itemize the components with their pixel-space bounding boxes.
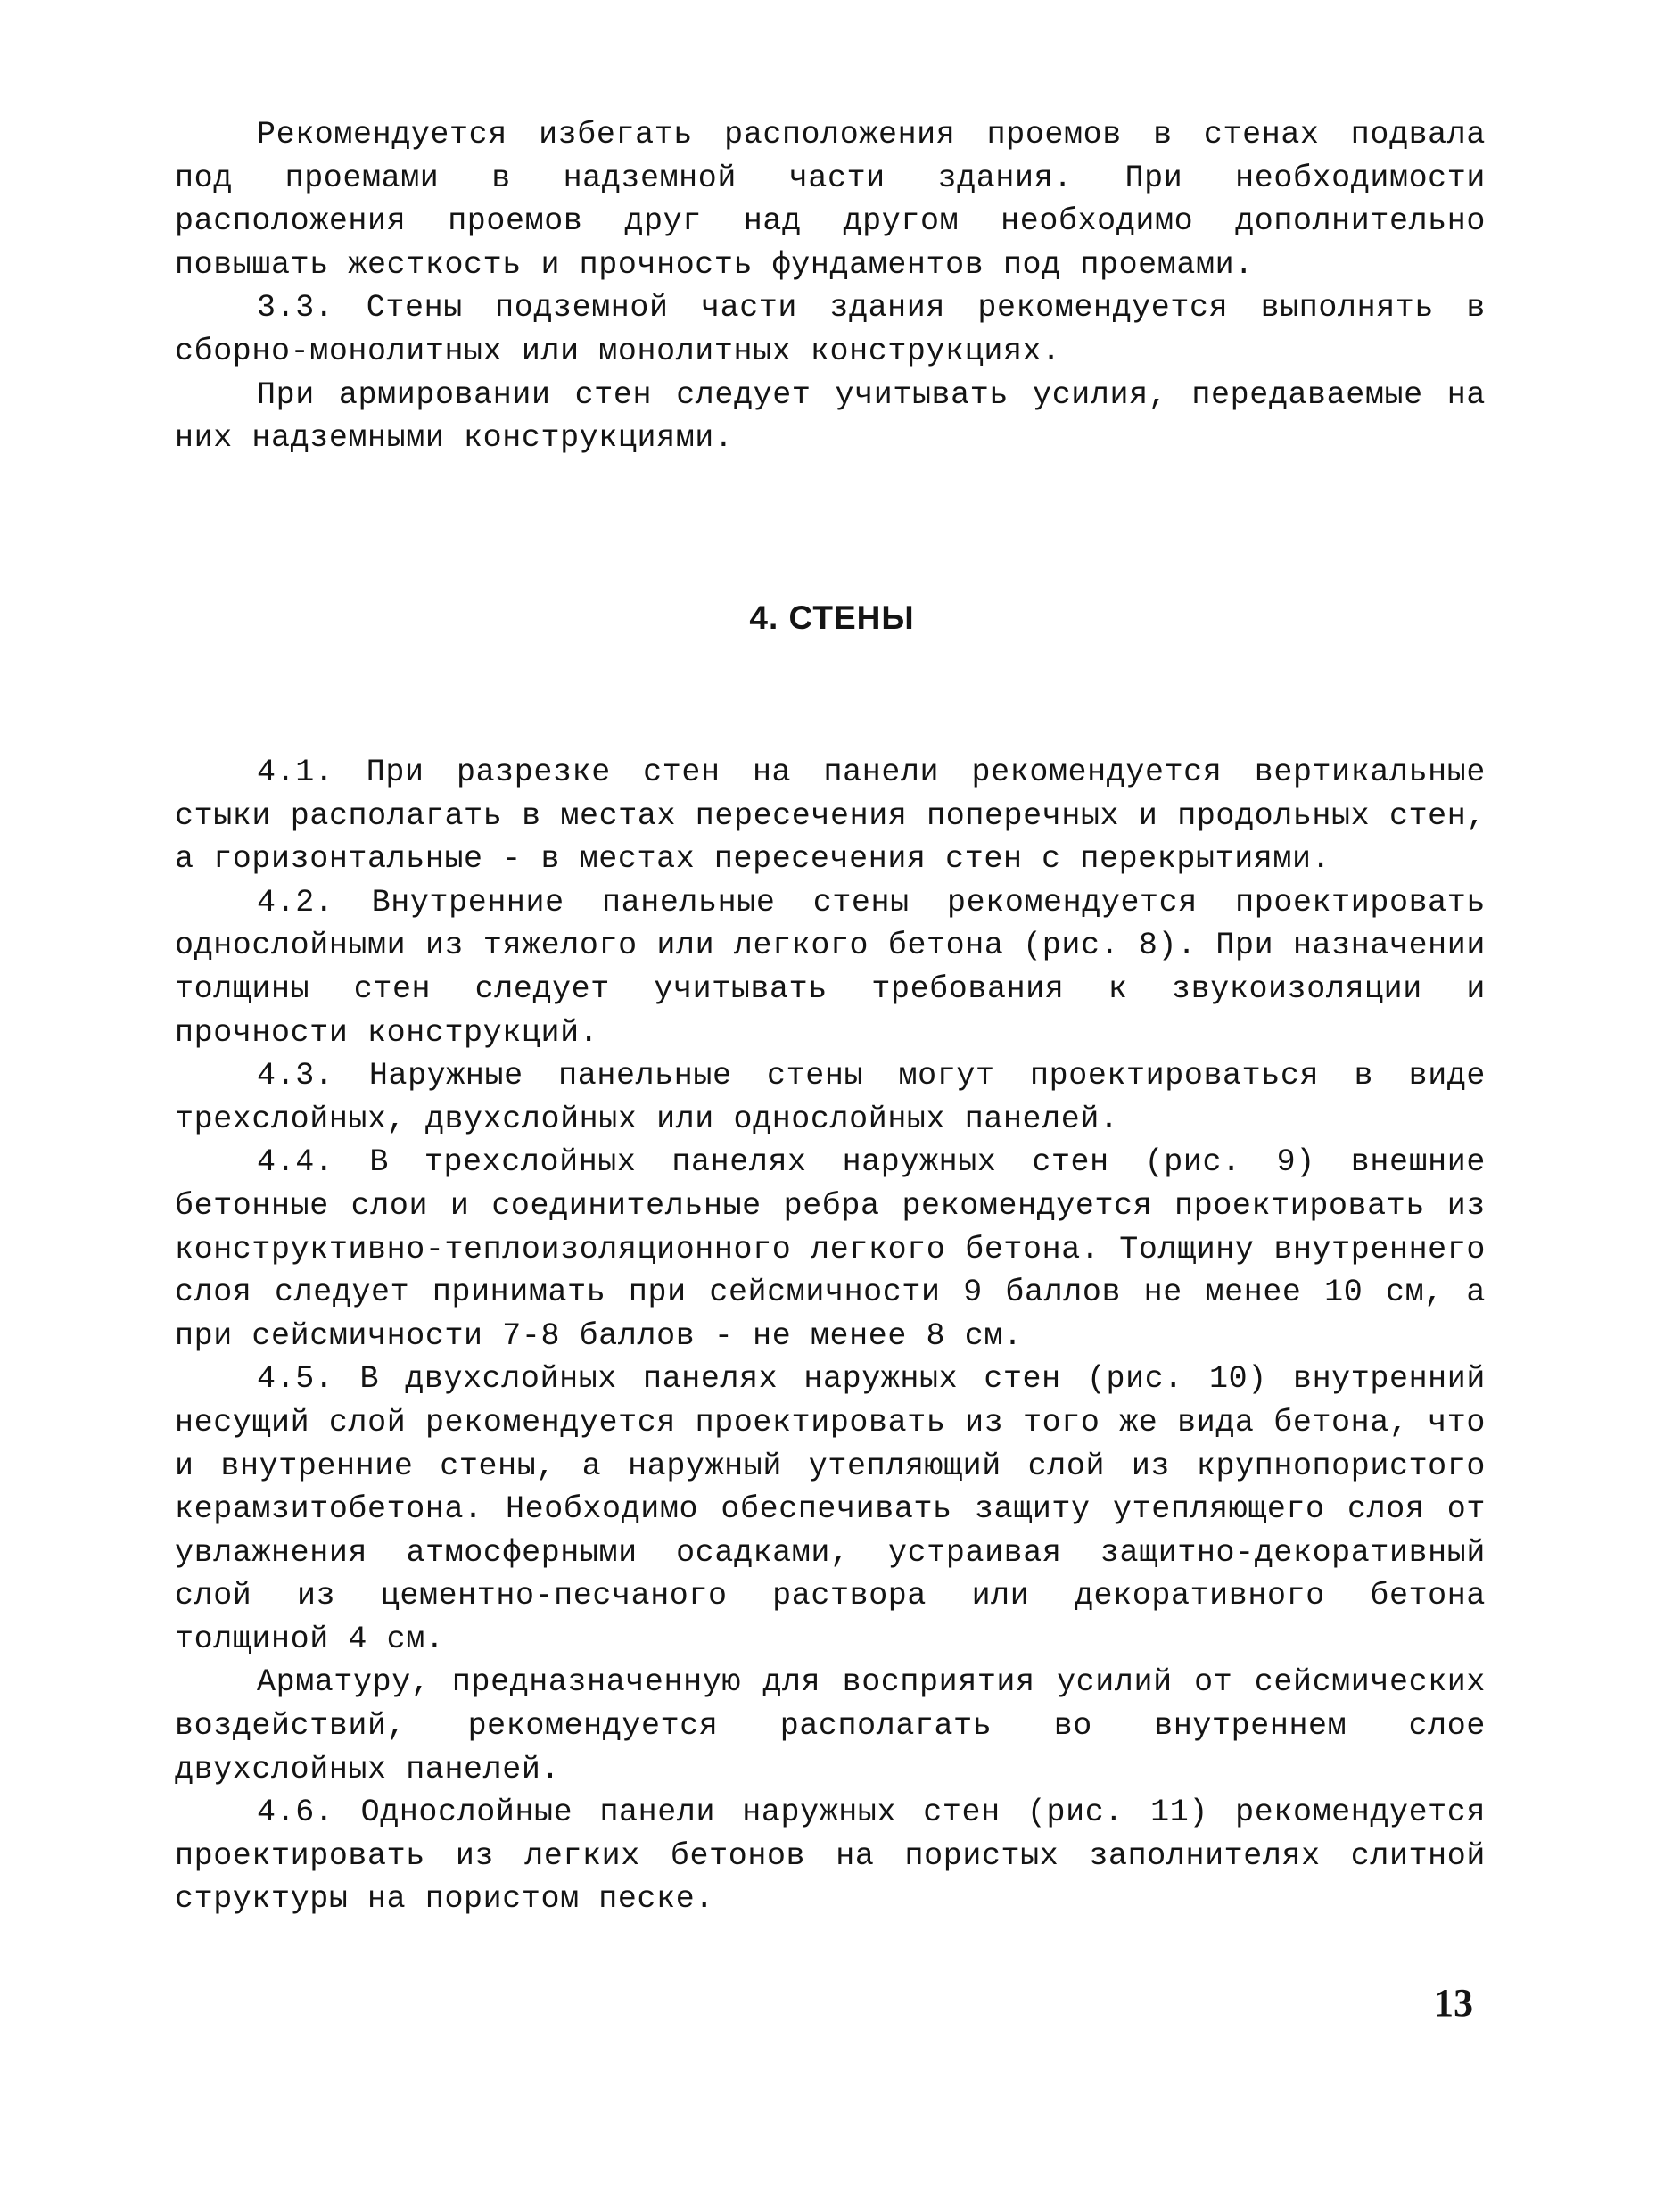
- paragraph-4-1: 4.1. При разрезке стен на панели рекомендуется вертикальные стыки располагать в местах пересечения поперечных и продольных стен, а горизонтальные - в местах пересечения стен с перекрытиями.: [175, 755, 1486, 878]
- paragraph-4-3: 4.3. Наружные панельные стены могут проектироваться в виде трехслойных, двухслойных или однослойных панелей.: [175, 1058, 1486, 1137]
- paragraph-wall-reinforcement: При армировании стен следует учитывать усилия, передаваемые на них надземными конструкциями.: [175, 376, 1486, 457]
- paragraph-reinforcement: Арматуру, предназначенную для восприятия усилий от сейсмических воздействий, рекомендуется располагать во внутреннем слое двухслойных панелей.: [175, 1664, 1486, 1787]
- paragraph-4-4: 4.4. В трехслойных панелях наружных стен (рис. 9) внешние бетонные слои и соединительные ребра рекомендуется проектировать из конструктивно-теплоизоляционного легкого бетона. Толщину внутреннего слоя следует принимать при сейсмичности 9 баллов не менее 10 см, а при сейсмичности 7-8 баллов - не менее 8 см.: [175, 1144, 1486, 1354]
- paragraph-4-5: 4.5. В двухслойных панелях наружных стен (рис. 10) внутренний несущий слой рекомендуется проектировать из того же вида бетона, что и внутренние стены, а наружный утепляющий слой из крупнопористого керамзитобетона. Необходимо обеспечивать защиту утепляющего слоя от увлажнения атмосферными осадками, устраивая защитно-декоративный слой из цементно-песчаного раствора или декоративного бетона толщиной 4 см.: [175, 1361, 1486, 1657]
- paragraph-4-2: 4.2. Внутренние панельные стены рекомендуется проектировать однослойными из тяжелого или легкого бетона (рис. 8). При назначении толщины стен следует учитывать требования к звукоизоляции и прочности конструкций.: [175, 884, 1486, 1051]
- page-number: 13: [1434, 1981, 1473, 2025]
- paragraph-3-3: 3.3. Стены подземной части здания рекомендуется выполнять в сборно-монолитных или монолитных конструкциях.: [175, 290, 1486, 369]
- section-3-continuation: [175, 113, 1486, 460]
- paragraph-openings-placement: Рекомендуется избегать расположения проемов в стенах подвала под проемами в надземной части здания. При необходимости расположения проемов друг над другом необходимо дополнительно повышать жесткость и прочность фундаментов под проемами.: [175, 117, 1486, 283]
- section-4-body: [175, 751, 1486, 1921]
- paragraph-4-6: 4.6. Однослойные панели наружных стен (рис. 11) рекомендуется проектировать из легких бетонов на пористых заполнителях слитной структуры на пористом песке.: [175, 1795, 1486, 1918]
- section-4-heading: 4. СТЕНЫ: [749, 599, 915, 636]
